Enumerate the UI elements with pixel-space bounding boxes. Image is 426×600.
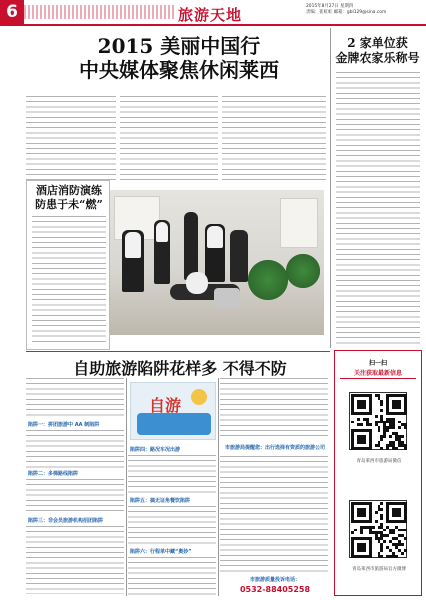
main-headline: [34, 34, 324, 82]
box-headline-line1: 酒店消防演练: [36, 184, 102, 197]
header-date: 2015年8月27日 星期四: [306, 4, 354, 9]
illustration-text: 自游: [149, 396, 182, 415]
article-text-col3: [222, 96, 326, 184]
travel-illustration: [130, 382, 216, 440]
wechat-qr-code[interactable]: [349, 392, 407, 450]
second-text-col3b: [220, 456, 328, 572]
qr-panel-title: 扫一扫: [368, 360, 387, 367]
subhead-5: 陷阱五：搞无证角餐饮陷阱: [130, 498, 191, 504]
qr-caption-weibo: 青岛莱西市旅游局官方微博: [352, 567, 406, 572]
side-headline-line1: 2 家单位获: [347, 36, 408, 50]
section-divider: [26, 351, 330, 352]
header-editor: 责编：崔虹虹 邮箱：gbl129@sina.com: [306, 10, 387, 15]
second-text-col3a: [220, 378, 328, 440]
qr-panel: [334, 350, 422, 596]
second-text-4: [128, 455, 216, 495]
subhead-2: 陷阱二：多梯路线陷阱: [28, 471, 79, 477]
second-text-intro: [26, 378, 124, 418]
subhead-6: 陷阱六：行程单中藏“奥妙”: [130, 549, 192, 555]
box-article-text: [32, 216, 106, 346]
subhead-4: 陷阱四：路况车况出游: [130, 447, 181, 453]
second-text-3: [26, 526, 124, 594]
header-decoration: [24, 5, 174, 19]
subhead-1: 陷阱一：拼团旅游中 AA 制陷阱: [28, 422, 100, 428]
fire-drill-photo: [110, 190, 324, 335]
box-headline-line2: 防患于未“燃”: [35, 198, 103, 211]
section-title: 旅游天地: [178, 6, 243, 24]
article-text-col2: [120, 96, 218, 184]
lower-divider-1: [126, 378, 127, 596]
main-headline-line1: 2015 美丽中国行: [97, 34, 261, 58]
article-text-col1: [26, 96, 116, 184]
side-headline: [335, 36, 420, 66]
complaint-label: 市旅游质量投诉电话：: [249, 577, 300, 583]
qr-caption-wechat: 青岛莱西市旅游局微信: [356, 459, 402, 464]
page-number: 6: [0, 0, 24, 24]
side-article-text: [336, 72, 420, 346]
header-meta: [306, 4, 422, 16]
qr-panel-subtitle: 关注获取最新信息: [353, 370, 402, 377]
second-headline: 自助旅游陷阱花样多 不得不防: [73, 359, 287, 378]
weibo-qr-code[interactable]: [349, 500, 407, 558]
lower-divider-2: [218, 378, 219, 596]
subhead-3: 陷阱三：非会员旅游机构招团陷阱: [28, 518, 104, 524]
second-text-1: [26, 430, 124, 468]
box-headline: [34, 184, 104, 212]
subhead-7: 市旅游局提醒您：出行选择有资质的旅游公司: [224, 445, 325, 451]
main-headline-line2: 中央媒体聚焦休闲莱西: [79, 58, 279, 82]
qr-panel-rule: [340, 378, 416, 379]
header-rule: [0, 24, 426, 26]
complaint-phone: 0532-88405258: [239, 585, 311, 594]
second-text-5: [128, 506, 216, 546]
second-text-6: [128, 557, 216, 595]
side-headline-line2: 金牌农家乐称号: [335, 51, 420, 65]
column-divider: [330, 28, 331, 348]
second-text-2: [26, 479, 124, 515]
